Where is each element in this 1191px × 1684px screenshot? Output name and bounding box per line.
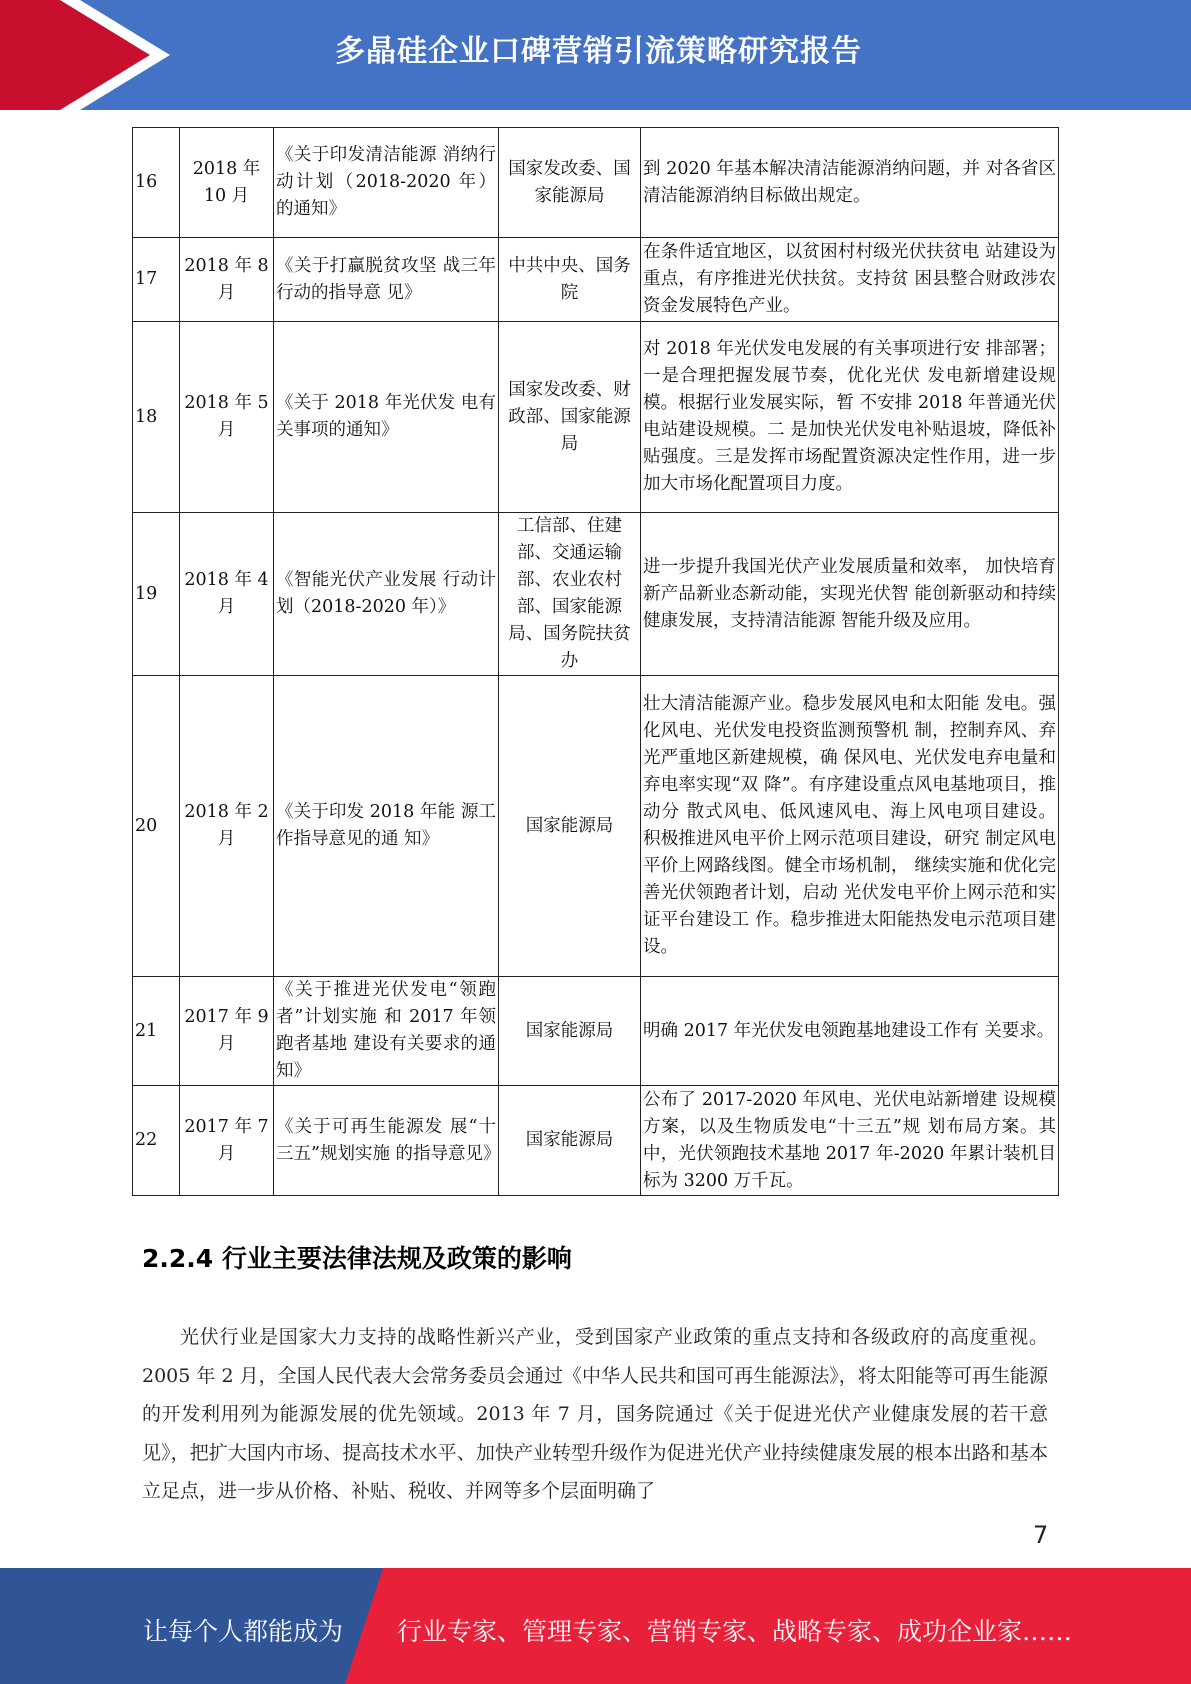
table-row xyxy=(133,322,1059,513)
cell-date: 2018 年 2 月 xyxy=(180,676,274,977)
cell-no: 20 xyxy=(133,676,180,977)
table-row xyxy=(133,513,1059,676)
cell-no: 18 xyxy=(133,322,180,513)
cell-org: 国家能源局 xyxy=(499,676,641,977)
cell-desc: 进一步提升我国光伏产业发展质量和效率， 加快培育新产品新业态新动能，实现光伏智 能创新驱动和持续健康发展，支持清洁能源 智能升级及应用。 xyxy=(641,513,1059,676)
page-number: 7 xyxy=(1033,1521,1049,1549)
cell-org: 工信部、住建部、交通运输部、农业农村部、国家能源局、国务院扶贫办 xyxy=(499,513,641,676)
cell-date: 2018 年 5 月 xyxy=(180,322,274,513)
table-row xyxy=(133,128,1059,238)
cell-org: 国家能源局 xyxy=(499,1086,641,1196)
cell-name: 《关于 2018 年光伏发 电有关事项的通知》 xyxy=(274,322,499,513)
cell-name: 《关于推进光伏发电“领跑者”计划实施 和 2017 年领跑者基地 建设有关要求的通知》 xyxy=(274,977,499,1086)
cell-name: 《关于打赢脱贫攻坚 战三年行动的指导意 见》 xyxy=(274,238,499,322)
table-row xyxy=(133,1086,1059,1196)
cell-date: 2018 年 10 月 xyxy=(180,128,274,238)
cell-name: 《关于印发清洁能源 消纳行动计划（2018-2020 年）的通知》 xyxy=(274,128,499,238)
cell-org: 国家能源局 xyxy=(499,977,641,1086)
cell-name: 《关于印发 2018 年能 源工作指导意见的通 知》 xyxy=(274,676,499,977)
cell-date: 2017 年 9 月 xyxy=(180,977,274,1086)
table-row xyxy=(133,676,1059,977)
cell-desc: 壮大清洁能源产业。稳步发展风电和太阳能 发电。强化风电、光伏发电投资监测预警机 制，控制弃风、弃光严重地区新建规模，确 保风电、光伏发电弃电量和弃电率实现“双 降”。有序建设重点风电基地项目，推动分 散式风电、低风速风电、海上风电项目建设。 积极推进风电平价上网示范项目建设，研究 制定风电平价上网路线图。健全市场机制， 继续实施和优化完善光伏领跑者计划，启动 光伏发电平价上网示范和实证平台建设工 作。稳步推进太阳能热发电示范项目建设。 xyxy=(641,676,1059,977)
cell-desc: 公布了 2017-2020 年风电、光伏电站新增建 设规模方案，以及生物质发电“十三五”规 划布局方案。其中，光伏领跑技术基地 2017 年-2020 年累计装机目标为 3200 万千瓦。 xyxy=(641,1086,1059,1196)
cell-no: 17 xyxy=(133,238,180,322)
cell-date: 2018 年 4 月 xyxy=(180,513,274,676)
cell-name: 《关于可再生能源发 展“十三五”规划实施 的指导意见》 xyxy=(274,1086,499,1196)
cell-date: 2018 年 8 月 xyxy=(180,238,274,322)
cell-org: 国家发改委、财政部、国家能源局 xyxy=(499,322,641,513)
table-row xyxy=(133,977,1059,1086)
cell-no: 19 xyxy=(133,513,180,676)
cell-desc: 到 2020 年基本解决清洁能源消纳问题，并 对各省区清洁能源消纳目标做出规定。 xyxy=(641,128,1059,238)
header-red-chevron xyxy=(0,0,150,110)
policy-table xyxy=(132,127,1059,1196)
page-header xyxy=(0,0,1191,110)
section-heading: 2.2.4 行业主要法律法规及政策的影响 xyxy=(142,1244,572,1273)
cell-desc: 在条件适宜地区，以贫困村村级光伏扶贫电 站建设为重点，有序推进光伏扶贫。支持贫 困县整合财政涉农资金发展特色产业。 xyxy=(641,238,1059,322)
footer-slogan-right: 行业专家、管理专家、营销专家、战略专家、成功企业家…… xyxy=(397,1617,1073,1646)
footer-slogan-left: 让每个人都能成为 xyxy=(143,1617,344,1646)
cell-no: 22 xyxy=(133,1086,180,1196)
cell-org: 国家发改委、国家能源局 xyxy=(499,128,641,238)
cell-desc: 明确 2017 年光伏发电领跑基地建设工作有 关要求。 xyxy=(641,977,1059,1086)
cell-org: 中共中央、国务院 xyxy=(499,238,641,322)
table-row xyxy=(133,238,1059,322)
cell-no: 21 xyxy=(133,977,180,1086)
cell-name: 《智能光伏产业发展 行动计划（2018-2020 年）》 xyxy=(274,513,499,676)
cell-date: 2017 年 7 月 xyxy=(180,1086,274,1196)
header-title: 多晶硅企业口碑营销引流策略研究报告 xyxy=(335,34,862,69)
cell-no: 16 xyxy=(133,128,180,238)
cell-desc: 对 2018 年光伏发电发展的有关事项进行安 排部署；一是合理把握发展节奏，优化光伏 发电新增建设规模。根据行业发展实际，暂 不安排 2018 年普通光伏电站建设规模。二 是加快光伏发电补贴退坡，降低补贴强度。三是发挥市场配置资源决定性作用，进一步 加大市场化配置项目力度。 xyxy=(641,322,1059,513)
body-paragraph: 光伏行业是国家大力支持的战略性新兴产业，受到国家产业政策的重点支持和各级政府的高度重视。2005 年 2 月，全国人民代表大会常务委员会通过《中华人民共和国可再生能源法》，将太阳能等可再生能源的开发利用列为能源发展的优先领域。2013 年 7 月，国务院通过《关于促进光伏产业健康发展的若干意见》，把扩大国内市场、提高技术水平、加快产业转型升级作为促进光伏产业持续健康发展的根本出路和基本立足点，进一步从价格、补贴、税收、并网等多个层面明确了 xyxy=(142,1326,1048,1502)
